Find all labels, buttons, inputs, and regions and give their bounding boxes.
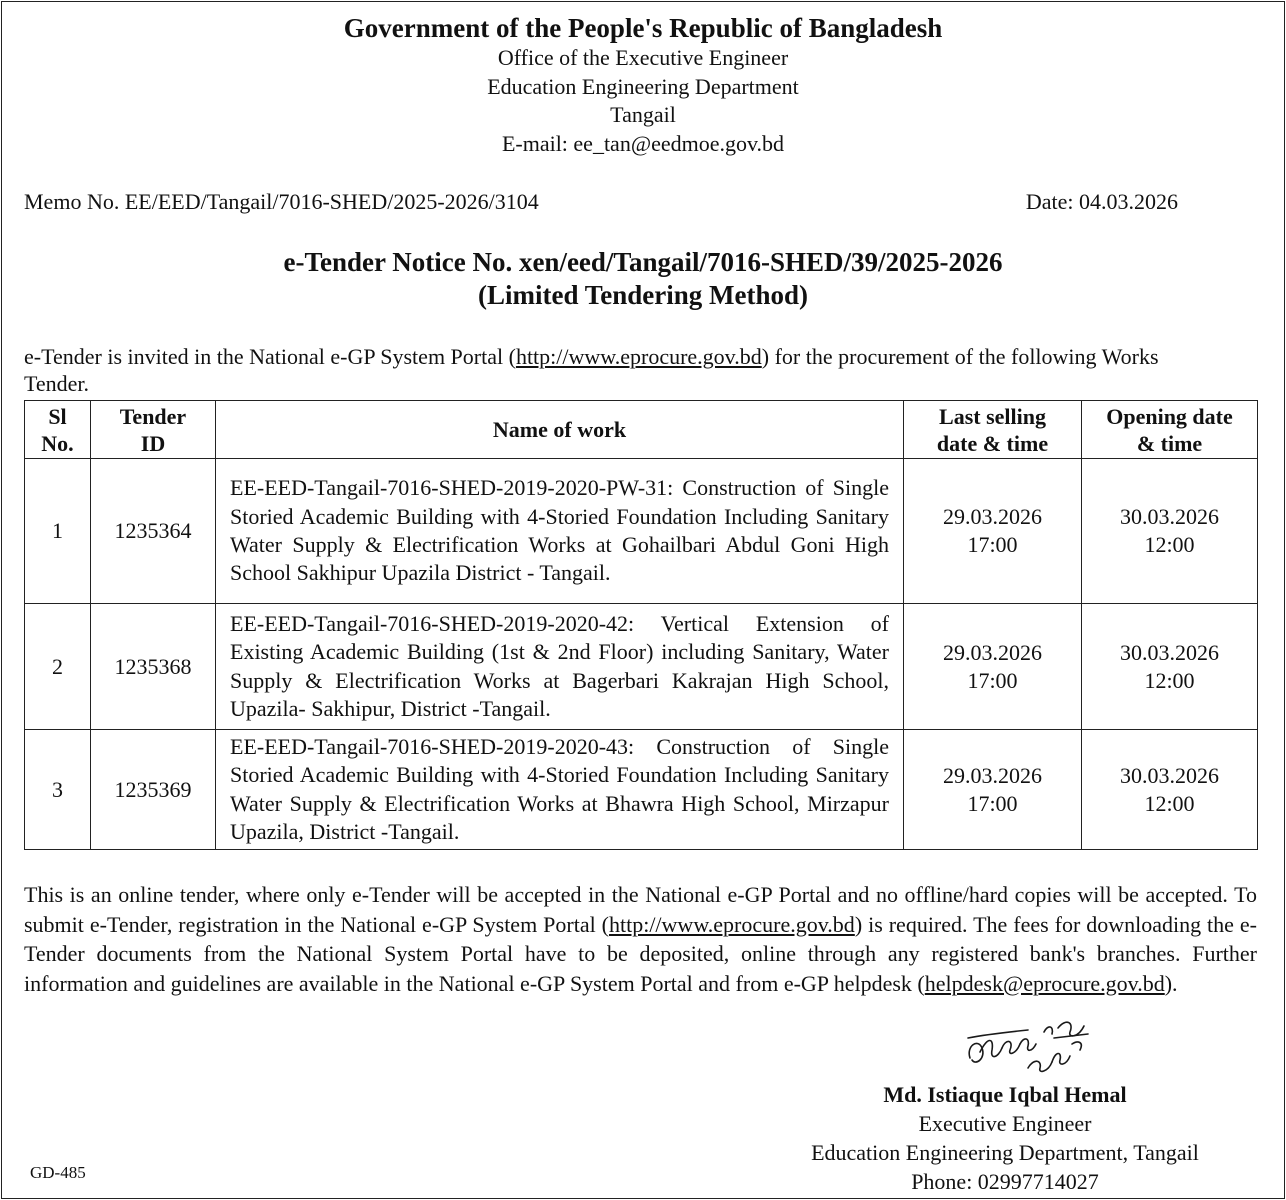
table-header-row — [25, 401, 1258, 459]
signer-title: Executive Engineer — [918, 1111, 1092, 1136]
row-work: EE-EED-Tangail-7016-SHED-2019-2020-PW-31: Construction of Single Storied Academic Building with 4-Storied Foundation Including Sanitary Water Supply & Electrification Works at Gohailbari Abdul Goni High School Sakhipur Upazila District - Tangail. — [216, 459, 904, 604]
closing-text-2: ) is required. The fees for downloading the e-Tender documents from the National System Portal have to be deposited, online through any registered bank's branches. Further information and guidelines are available in the National e-GP System Portal and from e-GP helpdesk ( — [24, 911, 1257, 996]
letterhead — [0, 12, 1286, 158]
row-selling: 29.03.2026 17:00 — [904, 604, 1082, 730]
tender-table — [24, 400, 1258, 850]
row-tender-id: 1235364 — [91, 459, 216, 604]
row-sl: 3 — [25, 730, 91, 850]
signer-phone: Phone: 02997714027 — [911, 1169, 1099, 1194]
row-tender-id: 1235368 — [91, 604, 216, 730]
notice-title: e-Tender Notice No. xen/eed/Tangail/7016-SHED/39/2025-2026 — [283, 247, 1003, 277]
intro-text-before: e-Tender is invited in the National e-GP System Portal ( — [24, 344, 516, 369]
intro-paragraph — [24, 343, 1224, 397]
row-opening: 30.03.2026 12:00 — [1082, 459, 1258, 604]
helpdesk-email-link[interactable]: helpdesk@eprocure.gov.bd — [924, 970, 1165, 996]
signer-name: Md. Istiaque Iqbal Hemal — [883, 1082, 1127, 1107]
eprocure-link-2[interactable]: http://www.eprocure.gov.bd — [608, 911, 855, 937]
header-sl-no: Sl No. — [25, 401, 91, 459]
department-name: Education Engineering Department — [487, 73, 799, 99]
row-selling: 29.03.2026 17:00 — [904, 730, 1082, 850]
notice-heading — [0, 246, 1286, 312]
closing-text-1: This is an online tender, where only e-Tender will be accepted in the National e-GP Portal and no offline/hard copies will be accepted. To submit e-Tender, registration in the National e-GP System Portal ( — [24, 882, 1257, 937]
header-name-of-work: Name of work — [216, 401, 904, 459]
handwritten-signature — [958, 1008, 1098, 1080]
table-row — [25, 459, 1258, 604]
closing-text-3: ). — [1164, 970, 1178, 996]
eprocure-link[interactable]: http://www.eprocure.gov.bd — [515, 344, 762, 369]
memo-number: Memo No. EE/EED/Tangail/7016-SHED/2025-2026/3104 — [24, 189, 539, 214]
memo-row — [24, 189, 1178, 215]
row-opening: 30.03.2026 12:00 — [1082, 604, 1258, 730]
row-tender-id: 1235369 — [91, 730, 216, 850]
intro-text-after: ) for the procurement of the following Works Tender. — [24, 344, 1159, 396]
signer-office: Education Engineering Department, Tangail — [811, 1140, 1199, 1165]
signature-block — [740, 1080, 1270, 1196]
row-sl: 2 — [25, 604, 91, 730]
office-email: E-mail: ee_tan@eedmoe.gov.bd — [501, 130, 785, 156]
row-opening: 30.03.2026 12:00 — [1082, 730, 1258, 850]
closing-paragraph — [24, 880, 1257, 998]
row-work: EE-EED-Tangail-7016-SHED-2019-2020-43: Construction of Single Storied Academic Building with 4-Storied Foundation Including Sanitary Water Supply & Electrification Works at Bhawra High School, Mirzapur Upazila, District -Tangail. — [216, 730, 904, 850]
header-tender-id: Tender ID — [91, 401, 216, 459]
header-opening-date: Opening date & time — [1082, 401, 1258, 459]
government-title: Government of the People's Republic of Bangladesh — [343, 13, 943, 43]
memo-date: Date: 04.03.2026 — [1025, 189, 1178, 214]
row-selling: 29.03.2026 17:00 — [904, 459, 1082, 604]
notice-method: (Limited Tendering Method) — [477, 280, 808, 310]
district-name: Tangail — [610, 102, 676, 127]
header-last-selling: Last selling date & time — [904, 401, 1082, 459]
row-work: EE-EED-Tangail-7016-SHED-2019-2020-42: Vertical Extension of Existing Academic Building (1st & 2nd Floor) including Sanitary, Water Supply & Electrification Works at Bagerbari Kakrajan High School, Upazila- Sakhipur, District -Tangail. — [216, 604, 904, 730]
table-row — [25, 730, 1258, 850]
table-row — [25, 604, 1258, 730]
gd-code: GD-485 — [30, 1163, 86, 1182]
office-name: Office of the Executive Engineer — [497, 45, 789, 70]
row-sl: 1 — [25, 459, 91, 604]
